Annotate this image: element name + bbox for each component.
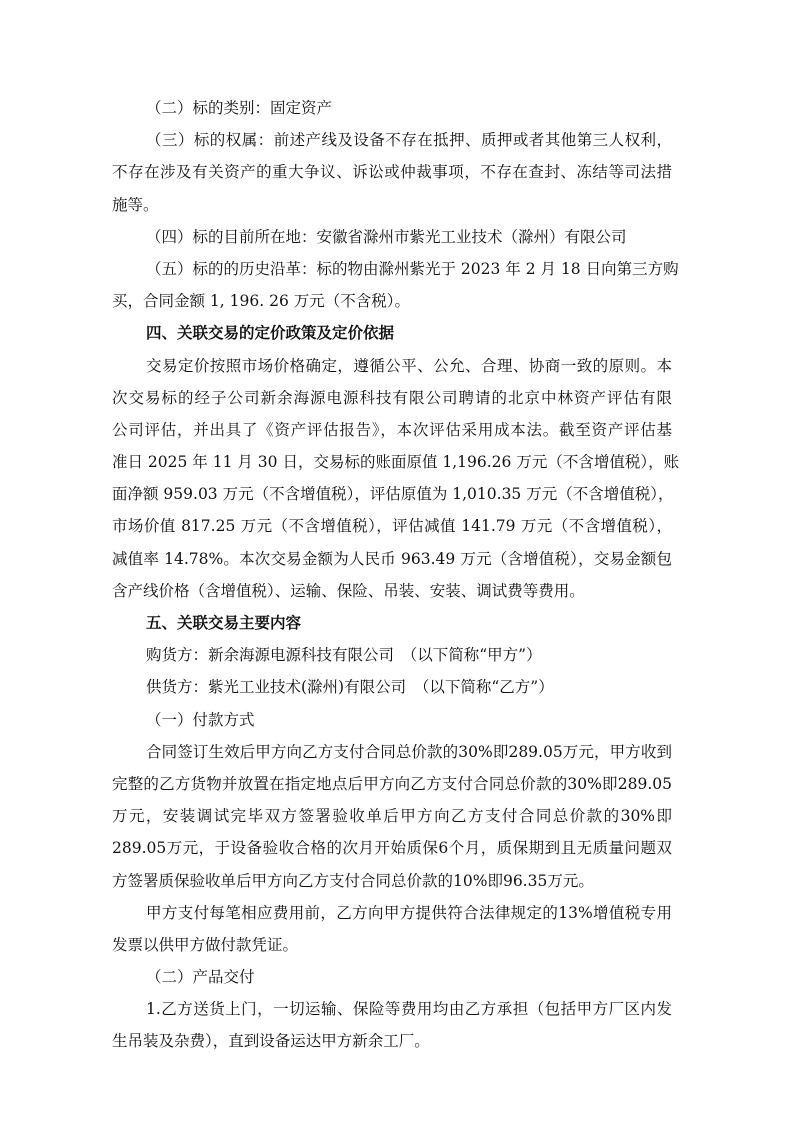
buyer-line: 购货方：新余海源电源科技有限公司 （以下简称“甲方”） [146,646,542,665]
heading-pricing-policy: 四、关联交易的定价政策及定价依据 [146,323,395,343]
pricing-paragraph-line-5: 面净额 959.03 万元（不含增值税），评估原值为 1,010.35 万元（不含增值税）， [112,485,674,504]
section-ownership-line-1: （三）标的权属：前述产线及设备不存在抵押、质押或者其他第三人权利， [146,131,672,150]
pricing-paragraph-line-3: 公司评估，并出具了《资产评估报告》，本次评估采用成本法。截至资产评估基 [112,420,672,439]
supplier-line: 供货方：紫光工业技术(滁州)有限公司 （以下简称“乙方”） [146,678,554,697]
pricing-paragraph-line-6: 市场价值 817.25 万元（不含增值税），评估减值 141.79 万元（不含增值税）， [112,517,672,536]
delivery-paragraph-line-2: 生吊装及杂费），直到设备运达甲方新余工厂。 [112,1032,430,1051]
payment-paragraph-line-1: 合同签订生效后甲方向乙方支付合同总价款的30%即289.05万元，甲方收到 [146,742,672,761]
subheading-delivery: （二）产品交付 [146,968,255,987]
section-history-line-1: （五）标的的历史沿革：标的物由滁州紫光于 2023 年 2 月 18 日向第三方购 [146,259,679,278]
payment-paragraph-line-3: 万元，安装调试完毕双方签署验收单后甲方向乙方支付合同总价款的30%即 [112,807,672,826]
pricing-paragraph-line-1: 交易定价按照市场价格确定，遵循公平、公允、合理、协商一致的原则。本 [146,356,672,375]
invoice-paragraph-line-2: 发票以供甲方做付款凭证。 [112,935,299,954]
pricing-paragraph-line-8: 含产线价格（含增值税）、运输、保险、吊装、安装、调试费等费用。 [112,581,585,600]
pricing-paragraph-line-7: 减值率 14.78%。本次交易金额为人民币 963.49 万元（含增值税），交易金额包 [112,549,672,568]
delivery-paragraph-line-1: 1.乙方送货上门，一切运输、保险等费用均由乙方承担（包括甲方厂区内发 [146,1000,672,1019]
pricing-paragraph-line-4: 准日 2025 年 11 月 30 日，交易标的账面原值 1,196.26 万元（不含增值税），账 [112,453,680,472]
invoice-paragraph-line-1: 甲方支付每笔相应费用前，乙方向甲方提供符合法律规定的13%增值税专用 [146,903,672,922]
payment-paragraph-line-5: 方签署质保验收单后甲方向乙方支付合同总价款的10%即96.35万元。 [112,871,594,890]
section-location: （四）标的目前所在地：安徽省滁州市紫光工业技术（滁州）有限公司 [146,227,627,246]
section-ownership-line-3: 施等。 [112,195,159,214]
heading-main-content: 五、关联交易主要内容 [146,613,302,632]
section-history-line-2: 买，合同金额 1, 196. 26 万元（不含税）。 [112,292,410,311]
document-body [112,92,680,1058]
payment-paragraph-line-2: 完整的乙方货物并放置在指定地点后甲方向乙方支付合同总价款的30%即289.05 [112,774,672,793]
section-ownership-line-2: 不存在涉及有关资产的重大争议、诉讼或仲裁事项，不存在查封、冻结等司法措 [112,163,672,182]
section-category: （二）标的类别：固定资产 [146,99,333,117]
payment-paragraph-line-4: 289.05万元，于设备验收合格的次月开始质保6个月，质保期到且无质量问题双 [112,839,672,858]
subheading-payment: （一）付款方式 [146,710,255,729]
pricing-paragraph-line-2: 次交易标的经子公司新余海源电源科技有限公司聘请的北京中林资产评估有限 [112,388,672,407]
